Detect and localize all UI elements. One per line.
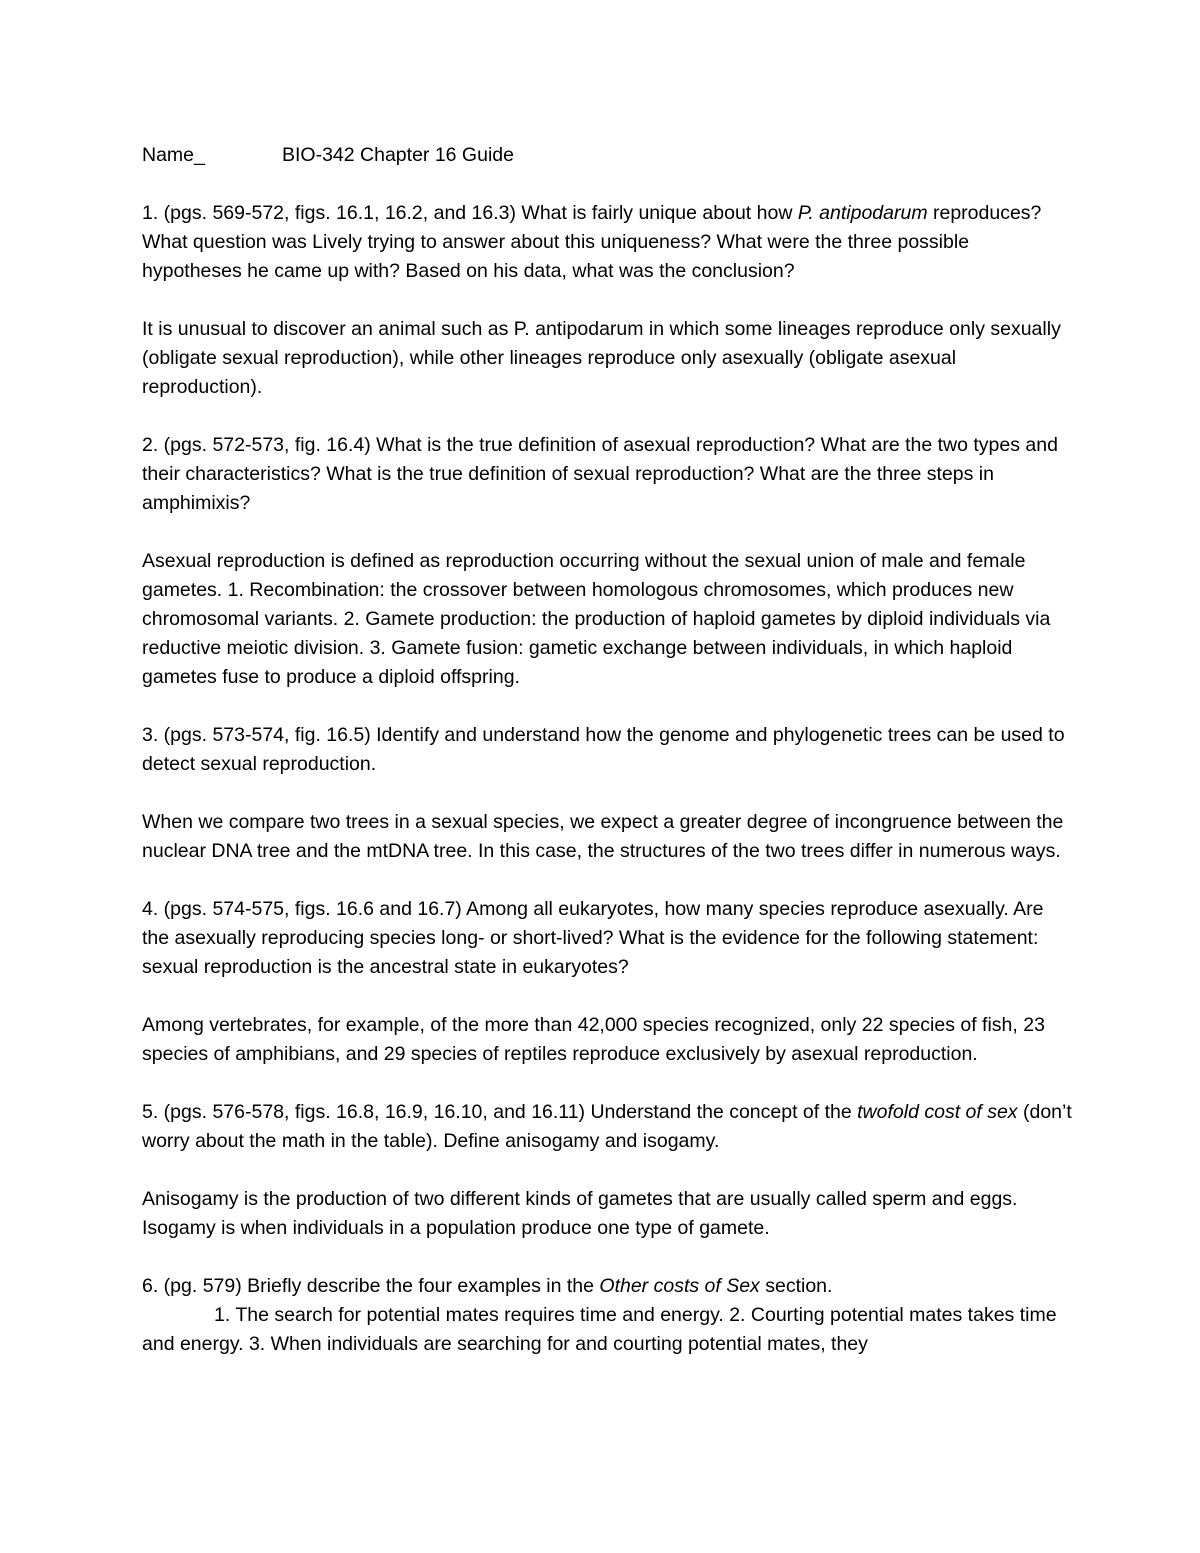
question-5	[142, 1098, 1072, 1156]
question-6-italic: Other costs of Sex	[599, 1275, 760, 1297]
question-4: 4. (pgs. 574-575, figs. 16.6 and 16.7) Among all eukaryotes, how many species reproduce asexually. Are the asexually reproducing species long- or short-lived? What is the evidence for the following statement: sexual reproduction is the ancestral state in eukaryotes?	[142, 898, 1044, 978]
question-5-text-a: 5. (pgs. 576-578, figs. 16.8, 16.9, 16.10, and 16.11) Understand the concept of the	[142, 1101, 858, 1123]
answer-6	[142, 1301, 1072, 1359]
question-6-text-b: section.	[759, 1275, 833, 1297]
answer-6-text: 1. The search for potential mates requires time and energy. 2. Courting potential mates takes time and energy. 3. When individuals are searching for and courting potential mates, they	[142, 1304, 1057, 1355]
question-1-text-a: 1. (pgs. 569-572, figs. 16.1, 16.2, and 16.3) What is fairly unique about how	[142, 202, 798, 224]
document-body	[142, 141, 1072, 1388]
question-1-italic: P. antipodarum	[797, 202, 928, 224]
document-title: BIO-342 Chapter 16 Guide	[282, 144, 514, 166]
answer-4: Among vertebrates, for example, of the more than 42,000 species recognized, only 22 species of fish, 23 species of amphibians, and 29 species of reptiles reproduce exclusively by asexual reproduction.	[142, 1014, 1045, 1065]
question-6-text-a: 6. (pg. 579) Briefly describe the four examples in the	[142, 1275, 600, 1297]
question-6	[142, 1272, 1072, 1301]
question-2: 2. (pgs. 572-573, fig. 16.4) What is the true definition of asexual reproduction? What are the two types and their characteristics? What is the true definition of sexual reproduction? What are the three steps in amphimixis?	[142, 434, 1058, 514]
answer-1: It is unusual to discover an animal such as P. antipodarum in which some lineages reproduce only sexually (obligate sexual reproduction), while other lineages reproduce only asexually (obligate asexual reproduction).	[142, 318, 1061, 398]
answer-5: Anisogamy is the production of two different kinds of gametes that are usually called sperm and eggs. Isogamy is when individuals in a population produce one type of gamete.	[142, 1188, 1018, 1239]
name-label: Name_	[142, 144, 205, 166]
question-5-text-b: (don’t worry about the math in the table). Define anisogamy and isogamy.	[142, 1101, 1072, 1152]
document-header	[142, 141, 1072, 170]
question-5-italic: twofold cost of sex	[857, 1101, 1018, 1123]
answer-2: Asexual reproduction is defined as reproduction occurring without the sexual union of male and female gametes. 1. Recombination: the crossover between homologous chromosomes, which produces new chromosomal variants. 2. Gamete production: the production of haploid gametes by diploid individuals via reductive meiotic division. 3. Gamete fusion: gametic exchange between individuals, in which haploid gametes fuse to produce a diploid offspring.	[142, 550, 1051, 688]
question-1-text-b: reproduces? What question was Lively trying to answer about this uniqueness? What were the three possible hypotheses he came up with? Based on his data, what was the conclusion?	[142, 202, 1042, 282]
answer-3: When we compare two trees in a sexual species, we expect a greater degree of incongruence between the nuclear DNA tree and the mtDNA tree. In this case, the structures of the two trees differ in numerous ways.	[142, 811, 1064, 862]
question-1	[142, 199, 1072, 286]
question-3: 3. (pgs. 573-574, fig. 16.5) Identify and understand how the genome and phylogenetic trees can be used to detect sexual reproduction.	[142, 724, 1065, 775]
